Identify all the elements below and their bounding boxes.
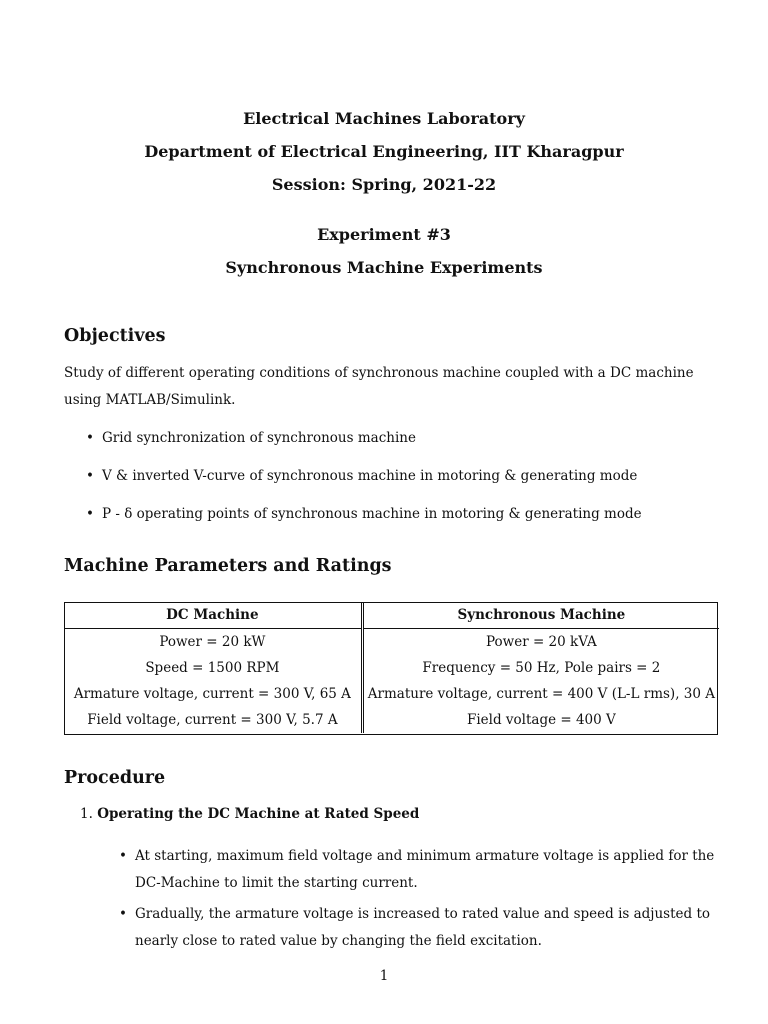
objective-item <box>86 430 416 446</box>
column-header-sync: Synchronous Machine <box>362 602 719 629</box>
experiment-number: Experiment #3 <box>317 225 451 244</box>
objective-text: V & inverted V-curve of synchronous machine in motoring & generating mode <box>102 468 638 484</box>
table-cell: Armature voltage, current = 300 V, 65 A <box>64 681 362 707</box>
table-cell: Power = 20 kW <box>64 629 362 656</box>
step-title: Operating the DC Machine at Rated Speed <box>97 806 420 822</box>
procedure-bullet-text: Gradually, the armature voltage is increased to rated value and speed is adjusted to nearly close to rated value by changing the field excitation. <box>135 906 711 949</box>
procedure-bullet <box>119 843 715 897</box>
department-title: Department of Electrical Engineering, IIT Kharagpur <box>144 142 624 161</box>
table-row <box>64 707 719 733</box>
lab-title: Electrical Machines Laboratory <box>243 109 525 128</box>
table-row <box>64 629 719 656</box>
bullet-icon: • <box>86 468 94 484</box>
procedure-step <box>80 806 419 822</box>
objective-item <box>86 506 642 522</box>
table-cell: Armature voltage, current = 400 V (L-L rms), 30 A <box>367 686 715 702</box>
step-number: 1. <box>80 806 93 822</box>
objective-text: P - δ operating points of synchronous machine in motoring & generating mode <box>102 506 642 522</box>
table-cell: Frequency = 50 Hz, Pole pairs = 2 <box>422 660 661 676</box>
bullet-icon: • <box>86 506 94 522</box>
table-cell: Field voltage, current = 300 V, 5.7 A <box>64 707 362 733</box>
parameters-table <box>64 602 719 733</box>
procedure-heading: Procedure <box>64 768 166 788</box>
objectives-intro: Study of different operating conditions of synchronous machine coupled with a DC machine using MATLAB/Simulink. <box>64 365 694 408</box>
table-row <box>64 655 719 681</box>
table-row <box>64 681 719 707</box>
objective-text: Grid synchronization of synchronous machine <box>102 430 416 446</box>
page-number: 1 <box>379 968 389 984</box>
bullet-icon: • <box>119 848 127 864</box>
column-header-dc: DC Machine <box>64 602 362 629</box>
experiment-title: Synchronous Machine Experiments <box>225 258 543 277</box>
bullet-icon: • <box>86 430 94 446</box>
procedure-bullet-text: At starting, maximum field voltage and minimum armature voltage is applied for the DC-Machine to limit the starting current. <box>135 848 715 891</box>
objective-item <box>86 468 638 484</box>
table-cell: Power = 20 kVA <box>485 634 597 650</box>
session-title: Session: Spring, 2021-22 <box>271 175 497 194</box>
objectives-heading: Objectives <box>64 326 166 346</box>
parameters-heading: Machine Parameters and Ratings <box>64 556 392 576</box>
procedure-bullet <box>119 901 715 955</box>
table-cell: Speed = 1500 RPM <box>64 655 362 681</box>
table-cell: Field voltage = 400 V <box>466 712 616 728</box>
table-header-row <box>64 602 719 629</box>
bullet-icon: • <box>119 906 127 922</box>
